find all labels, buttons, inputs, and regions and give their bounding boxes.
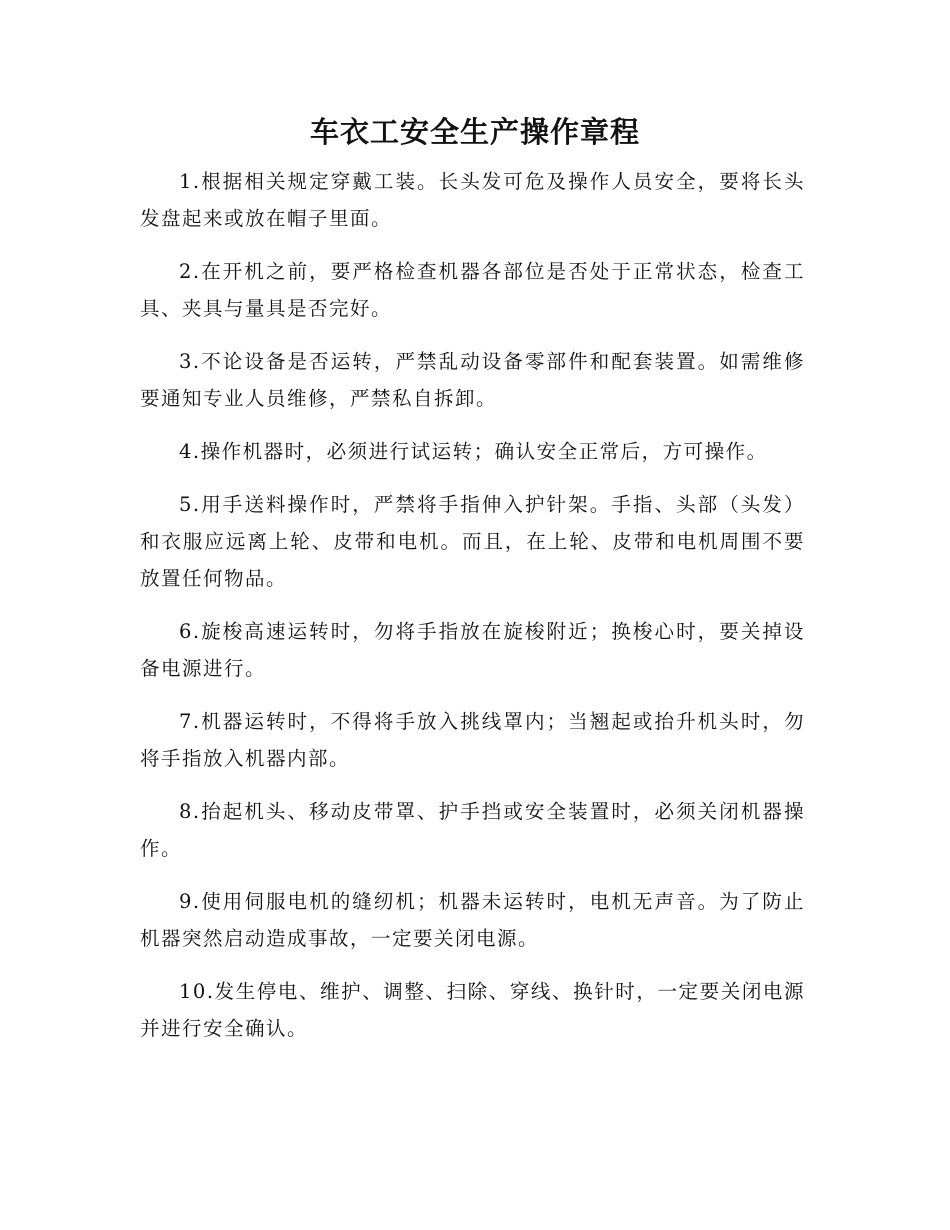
document-title: 车衣工安全生产操作章程 (309, 115, 640, 149)
clause-7: 7.机器运转时，不得将手放入挑线罩内；当翘起或抬升机头时，勿将手指放入机器内部。 (140, 710, 805, 770)
clause-2: 2.在开机之前，要严格检查机器各部位是否处于正常状态，检查工具、夹具与量具是否完好。 (140, 260, 805, 320)
clause-6: 6.旋梭高速运转时，勿将手指放在旋梭附近；换梭心时，要关掉设备电源进行。 (140, 620, 805, 680)
clause-4: 4.操作机器时，必须进行试运转；确认安全正常后，方可操作。 (179, 440, 768, 463)
clause-5: 5.用手送料操作时，严禁将手指伸入护针架。手指、头部（头发）和衣服应远离上轮、皮带和电机。而且，在上轮、皮带和电机周围不要放置任何物品。 (140, 493, 805, 590)
clause-10: 10.发生停电、维护、调整、扫除、穿线、换针时，一定要关闭电源并进行安全确认。 (140, 980, 805, 1040)
clause-list (140, 163, 805, 1063)
clause-3: 3.不论设备是否运转，严禁乱动设备零部件和配套装置。如需维修要通知专业人员维修，严禁私自拆卸。 (140, 350, 805, 410)
clause-9: 9.使用伺服电机的缝纫机；机器未运转时，电机无声音。为了防止机器突然启动造成事故，一定要关闭电源。 (140, 890, 805, 950)
clause-1: 1.根据相关规定穿戴工装。长头发可危及操作人员安全，要将长头发盘起来或放在帽子里面。 (140, 170, 805, 230)
clause-8: 8.抬起机头、移动皮带罩、护手挡或安全装置时，必须关闭机器操作。 (140, 800, 805, 860)
